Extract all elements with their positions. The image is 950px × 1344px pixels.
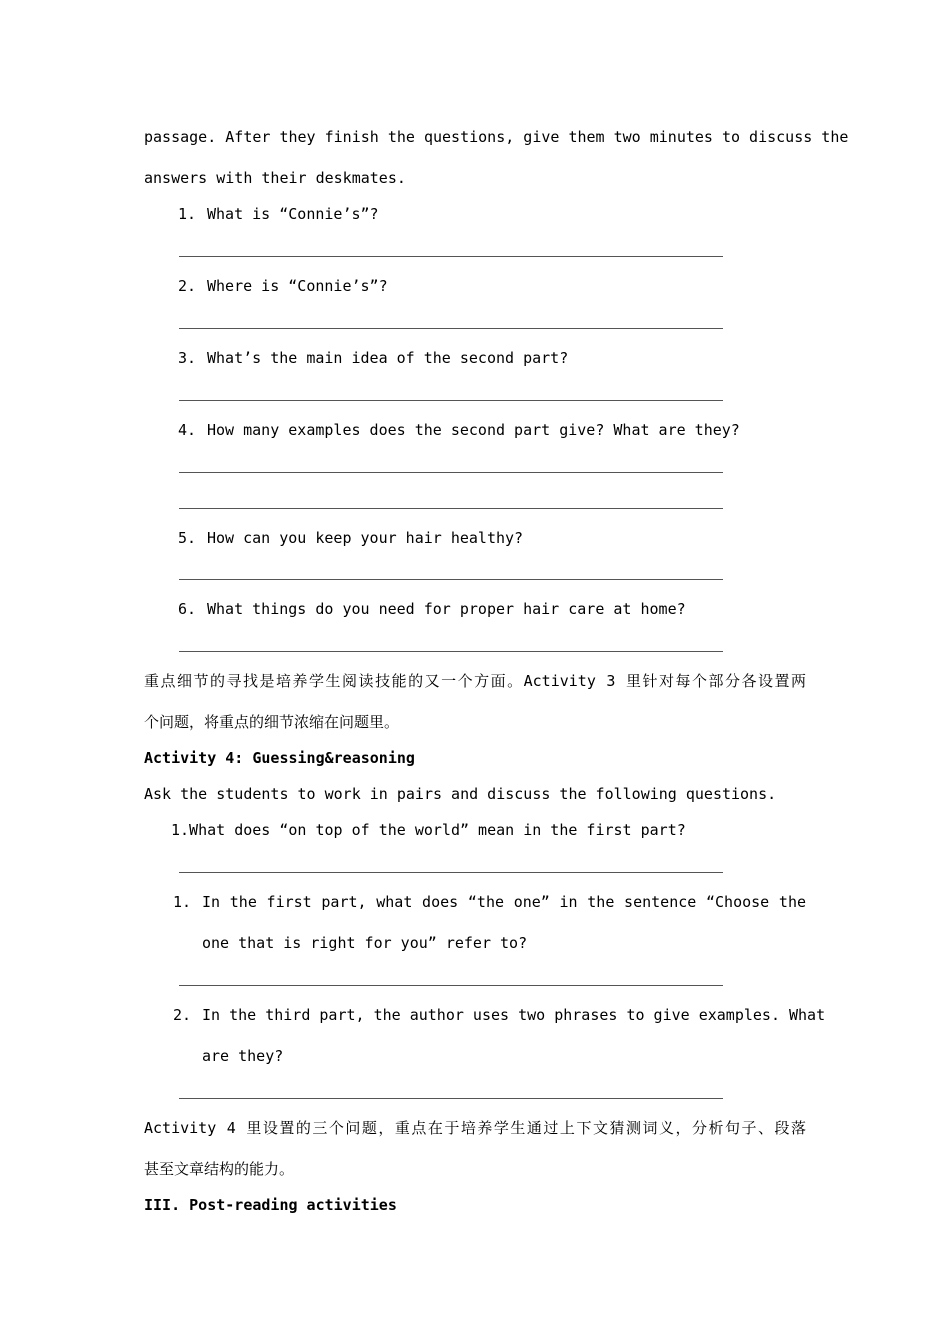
section-heading: III. Post-reading activities: [144, 1196, 397, 1214]
question-number: 2.: [173, 1006, 192, 1024]
answer-line: [179, 256, 723, 257]
activity4-question-1: 1.What does “on top of the world” mean in the first part?: [171, 821, 686, 839]
answer-line: [179, 985, 723, 986]
answer-line: [179, 400, 723, 401]
note3-line-1: 重点细节的寻找是培养学生阅读技能的又一个方面。Activity 3 里针对每个部分各设置两: [144, 672, 806, 690]
question-5: [178, 528, 523, 548]
question-text: How many examples does the second part give? What are they?: [207, 421, 740, 439]
activity4-instruction: Ask the students to work in pairs and discuss the following questions.: [144, 785, 777, 803]
question-2: [178, 276, 388, 296]
question-number: 6.: [178, 600, 197, 618]
question-number: 5.: [178, 529, 197, 547]
question-text: Where is “Connie’s”?: [207, 277, 388, 295]
note4-line-2: 甚至文章结构的能力。: [144, 1160, 295, 1178]
answer-line: [179, 508, 723, 509]
question-6: [178, 599, 686, 619]
note4-line-1: Activity 4 里设置的三个问题，重点在于培养学生通过上下文猜测词义，分析句子、段落: [144, 1119, 806, 1137]
question-text: What things do you need for proper hair care at home?: [207, 600, 686, 618]
activity4-question-2-line-2: one that is right for you” refer to?: [202, 934, 528, 952]
question-number: 1.: [173, 893, 192, 911]
question-number: 3.: [178, 349, 197, 367]
activity4-heading: Activity 4: Guessing&reasoning: [144, 749, 415, 767]
activity4-question-3-line-1: [173, 1005, 826, 1025]
answer-line: [179, 872, 723, 873]
question-4: [178, 420, 740, 440]
question-text: In the first part, what does “the one” in the sentence “Choose the: [202, 893, 806, 911]
note3-line-2: 个问题，将重点的细节浓缩在问题里。: [144, 713, 400, 731]
intro-line-1: passage. After they finish the questions, give them two minutes to discuss the: [144, 128, 849, 146]
question-text: What is “Connie’s”?: [207, 205, 379, 223]
question-text: What’s the main idea of the second part?: [207, 349, 569, 367]
activity4-question-3-line-2: are they?: [202, 1047, 284, 1065]
question-number: 2.: [178, 277, 197, 295]
answer-line: [179, 328, 723, 329]
answer-line: [179, 579, 723, 580]
question-text: In the third part, the author uses two phrases to give examples. What: [202, 1006, 826, 1024]
answer-line: [179, 1098, 723, 1099]
question-number: 1.: [178, 205, 197, 223]
question-3: [178, 348, 568, 368]
answer-line: [179, 472, 723, 473]
answer-line: [179, 651, 723, 652]
question-text: How can you keep your hair healthy?: [207, 529, 524, 547]
intro-line-2: answers with their deskmates.: [144, 169, 406, 187]
activity4-question-2-line-1: [173, 892, 806, 912]
question-number: 4.: [178, 421, 197, 439]
question-1: [178, 204, 379, 224]
